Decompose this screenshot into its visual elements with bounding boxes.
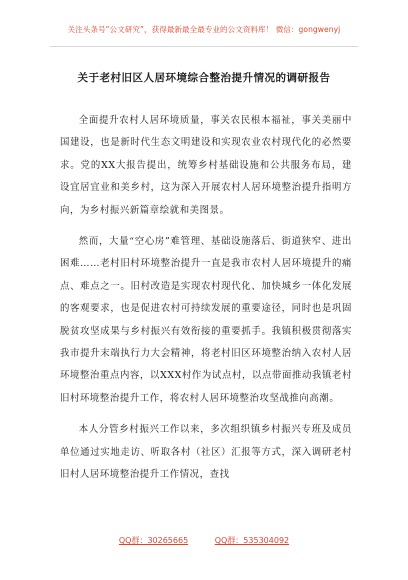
paragraph-2: 然而，大量“空心房”难管理、基础设施落后、街道狭窄、进出困难……老村旧村环境整治提升一直是我市农村人居环境提升的痛点、难点之一。旧村改造是实现农村现代化、加快城乡一体化发展的客观要求，也是促进农村可持续发展的重要途径，同时也是巩固脱贫攻坚成果与乡村振兴有效衔接的重要抓手。我镇积极贯彻落实我市提升末端执行力大会精神，将老村旧区环境整治纳入农村人居环境整治重点内容，以XXX村作为试点村，以点带面推动我镇老村旧村环境整治提升工作，将农村人居环境整治攻坚战推向高潮。 — [60, 236, 352, 404]
footer — [0, 535, 408, 546]
document-title: 关于老村旧区人居环境综合整治提升情况的调研报告 — [77, 72, 331, 84]
header-divider — [50, 46, 358, 47]
document-body — [60, 110, 352, 496]
header-banner — [0, 0, 408, 52]
banner-text: 关注头条号“公文研究”，获得最新最全最专业的公文资料库！ 微信：gongwenyj — [67, 25, 341, 34]
footer-qq-group-2: QQ群：535304092 — [214, 536, 290, 545]
paragraph-1: 全面提升农村人居环境质量，事关农民根本福祉，事关美丽中国建设，也是新时代生态文明建设和实现农业农村现代化的必然要求。党的XX大报告提出，统筹乡村基础设施和公共服务布局，建设宜居宜业和美乡村，这为深入开展农村人居环境整治提升指明方向，为乡村振兴新篇章绘就和美图景。 — [60, 115, 352, 216]
footer-qq-group-1: QQ群：30265665 — [118, 536, 189, 545]
paragraph-3: 本人分管乡村振兴工作以来，多次组织镇乡村振兴专班及成员单位通过实地走访、听取各村（社区）汇报等方式，深入调研老村旧村人居环境整治提升工作情况，查找 — [60, 424, 352, 481]
